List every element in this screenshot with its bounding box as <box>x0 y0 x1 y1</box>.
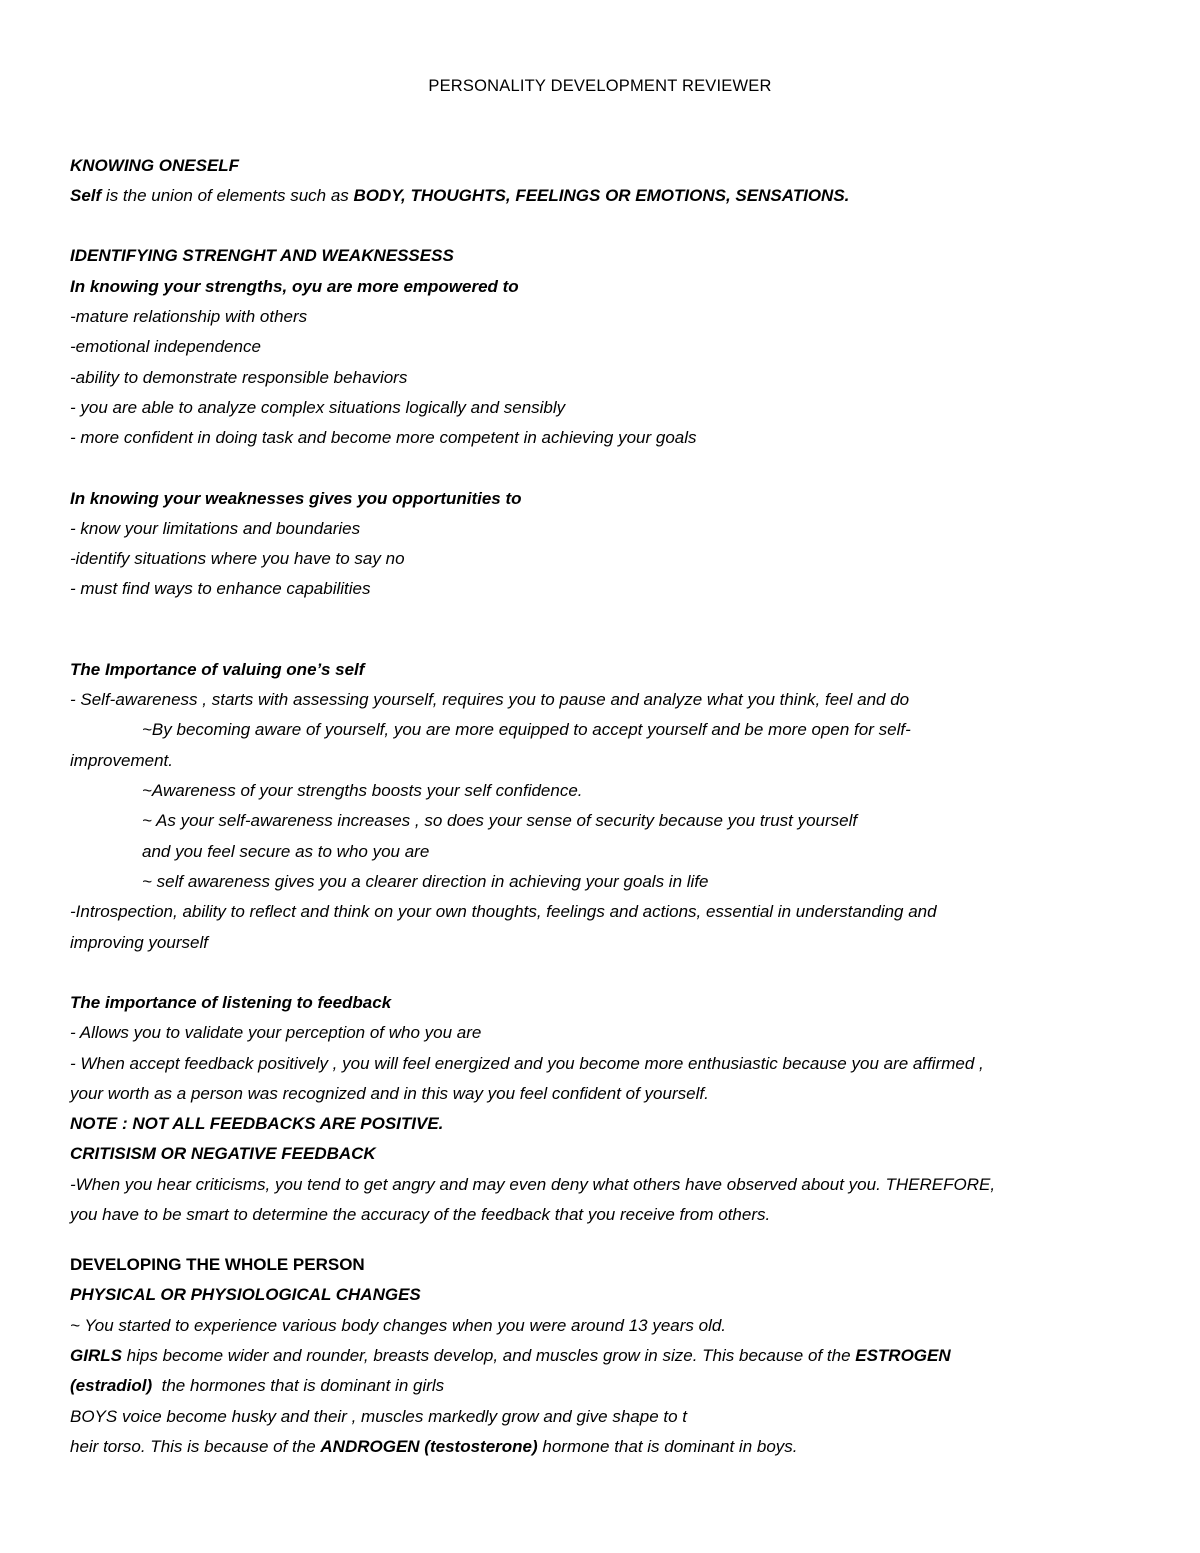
heading-knowing-oneself: KNOWING ONESELF <box>70 156 240 175</box>
term-estradiol: (estradiol) <box>70 1376 153 1395</box>
androgen-text-start: heir torso. This is because of the <box>70 1437 321 1456</box>
paragraph-line: - Self-awareness , starts with assessing yourself, requires you to pause and analyze what you think, feel and do <box>70 690 910 709</box>
physical-changes-subheading: PHYSICAL OR PHYSIOLOGICAL CHANGES <box>70 1285 421 1304</box>
list-item: -mature relationship with others <box>70 307 308 326</box>
paragraph-line: ~Awareness of your strengths boosts your self confidence. <box>142 781 583 800</box>
heading-whole-person: DEVELOPING THE WHOLE PERSON <box>70 1255 365 1274</box>
paragraph-line: - When accept feedback positively , you will feel energized and you become more enthusiastic because you are affirmed , <box>70 1054 984 1073</box>
paragraph-line: and you feel secure as to who you are <box>142 842 430 861</box>
heading-valuing-self: The Importance of valuing one’s self <box>70 660 365 679</box>
criticism-subheading: CRITISISM OR NEGATIVE FEEDBACK <box>70 1144 376 1163</box>
androgen-text-end: hormone that is dominant in boys. <box>537 1437 798 1456</box>
paragraph-line: improving yourself <box>70 933 208 952</box>
self-definition-text: is the union of elements such as <box>101 186 354 205</box>
girls-text: hips become wider and rounder, breasts develop, and muscles grow in size. This because of the <box>121 1346 856 1365</box>
estradiol-line <box>70 1375 444 1397</box>
paragraph-line: - Allows you to validate your perception of who you are <box>70 1023 482 1042</box>
term-androgen: ANDROGEN (testosterone) <box>320 1437 538 1456</box>
androgen-line <box>70 1436 798 1458</box>
list-item: -ability to demonstrate responsible behaviors <box>70 368 408 387</box>
heading-strength-weakness: IDENTIFYING STRENGHT AND WEAKNESSESS <box>70 246 454 265</box>
paragraph-line: ~ self awareness gives you a clearer direction in achieving your goals in life <box>142 872 709 891</box>
paragraph-line: ~ You started to experience various body changes when you were around 13 years old. <box>70 1316 727 1335</box>
term-girls: GIRLS <box>70 1346 122 1365</box>
estradiol-text: the hormones that is dominant in girls <box>152 1376 445 1395</box>
strengths-subheading: In knowing your strengths, oyu are more empowered to <box>70 277 519 296</box>
self-elements: BODY, THOUGHTS, FEELINGS OR EMOTIONS, SENSATIONS. <box>353 186 850 205</box>
note-line: NOTE : NOT ALL FEEDBACKS ARE POSITIVE. <box>70 1114 444 1133</box>
paragraph-line: BOYS voice become husky and their , muscles markedly grow and give shape to t <box>70 1407 688 1426</box>
heading-feedback: The importance of listening to feedback <box>70 993 392 1012</box>
paragraph-line: ~By becoming aware of yourself, you are more equipped to accept yourself and be more open for self- <box>142 720 911 739</box>
girls-line <box>70 1345 951 1367</box>
list-item: -identify situations where you have to say no <box>70 549 405 568</box>
paragraph-line: -Introspection, ability to reflect and think on your own thoughts, feelings and actions, essential in understanding and <box>70 902 937 921</box>
list-item: -emotional independence <box>70 337 261 356</box>
page-title: PERSONALITY DEVELOPMENT REVIEWER <box>428 77 772 95</box>
paragraph-line: ~ As your self-awareness increases , so does your sense of security because you trust yourself <box>142 811 858 830</box>
paragraph-line: improvement. <box>70 751 173 770</box>
self-definition <box>70 185 849 207</box>
paragraph-line: your worth as a person was recognized and in this way you feel confident of yourself. <box>70 1084 709 1103</box>
weaknesses-subheading: In knowing your weaknesses gives you opportunities to <box>70 489 522 508</box>
list-item: - know your limitations and boundaries <box>70 519 361 538</box>
list-item: - must find ways to enhance capabilities <box>70 579 371 598</box>
list-item: - you are able to analyze complex situations logically and sensibly <box>70 398 566 417</box>
term-estrogen: ESTROGEN <box>855 1346 951 1365</box>
list-item: - more confident in doing task and become more competent in achieving your goals <box>70 428 697 447</box>
paragraph-line: you have to be smart to determine the accuracy of the feedback that you receive from others. <box>70 1205 771 1224</box>
paragraph-line: -When you hear criticisms, you tend to get angry and may even deny what others have observed about you. THEREFORE, <box>70 1175 996 1194</box>
term-self: Self <box>70 186 102 205</box>
